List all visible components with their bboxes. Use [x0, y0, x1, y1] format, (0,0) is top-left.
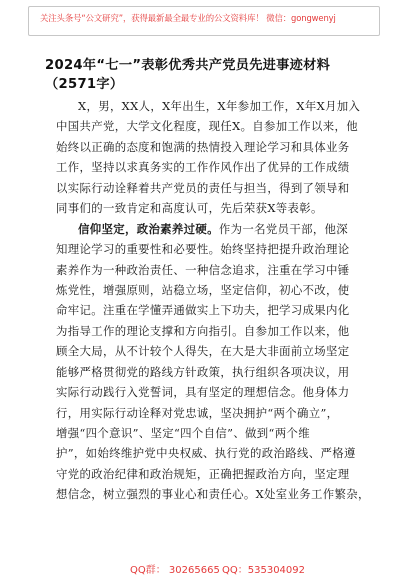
- paragraph-line: 同事们的一致肯定和高度认可，先后荣获X等表彰。: [56, 201, 323, 216]
- document-title: 2024年“七一”表彰优秀共产党员先进事迹材料（2571字）: [45, 58, 331, 92]
- promo-banner-text: 关注头条号“公文研究”，获得最新最全最专业的公文资料库！ 微信：gongwenyj: [40, 13, 336, 23]
- paragraph-line: 能够严格贯彻党的路线方针政策，执行组织各项决议，用: [56, 364, 350, 379]
- paragraph-line: 行，用实际行动诠释对党忠诚，坚决拥护“两个确立”，: [56, 405, 339, 420]
- section-heading: 信仰坚定，政治素养过硬。: [78, 221, 219, 236]
- paragraph-line: 守党的政治纪律和政治规矩，正确把握政治方向，坚定理: [56, 466, 350, 481]
- paragraph-line: 知理论学习的重要性和必要性。始终坚持把提升政治理论: [56, 242, 350, 257]
- qq-number: QQ：535304092: [222, 565, 306, 576]
- qq-group-number: QQ群： 30265665: [130, 565, 220, 576]
- paragraph-line: 命牢记。注重在学懂弄通做实上下功夫，把学习成果内化: [56, 303, 350, 318]
- paragraph-line: 以实际行动诠释着共产党员的责任与担当，得到了领导和: [56, 180, 350, 195]
- paragraph-line: 实际行动践行入党誓词，具有坚定的理想信念。他身体力: [56, 385, 350, 400]
- paragraph-line: 素养作为一种政治责任、一种信念追求，注重在学习中锤: [56, 262, 350, 277]
- paragraph-line: 想信念，树立强烈的事业心和责任心。X处室业务工作繁杂，: [56, 487, 370, 502]
- paragraph-line: 为指导工作的理论支撑和方向指引。自参加工作以来，他: [56, 323, 350, 338]
- paragraph-line: 增强“四个意识”、坚定“四个自信”、做到“两个维: [56, 426, 310, 440]
- paragraph-line: [56, 219, 385, 239]
- paragraph-line: 中国共产党，大学文化程度，现任X。自参加工作以来，他: [56, 119, 358, 134]
- document-body: [56, 96, 385, 505]
- page-footer: [0, 561, 408, 577]
- paragraph-line: 始终以正确的态度和饱满的热情投入理论学习和具体业务: [56, 139, 350, 154]
- paragraph-line: 护”，如始终维护党中央权威、执行党的政治路线、严格遵: [56, 446, 356, 461]
- paragraph-line: 炼党性，增强原则，站稳立场，坚定信仰，初心不改，使: [56, 282, 350, 297]
- paragraph-line: 工作，坚持以求真务实的工作作风作出了优异的工作成绩: [56, 160, 350, 175]
- paragraph-line: X，男，XX人，X年出生，X年参加工作，X年X月加入: [78, 99, 361, 113]
- paragraph-line: 顾全大局，从不计较个人得失，在大是大非面前立场坚定: [56, 344, 350, 359]
- paragraph-line-text: 作为一名党员干部，他深: [218, 221, 349, 236]
